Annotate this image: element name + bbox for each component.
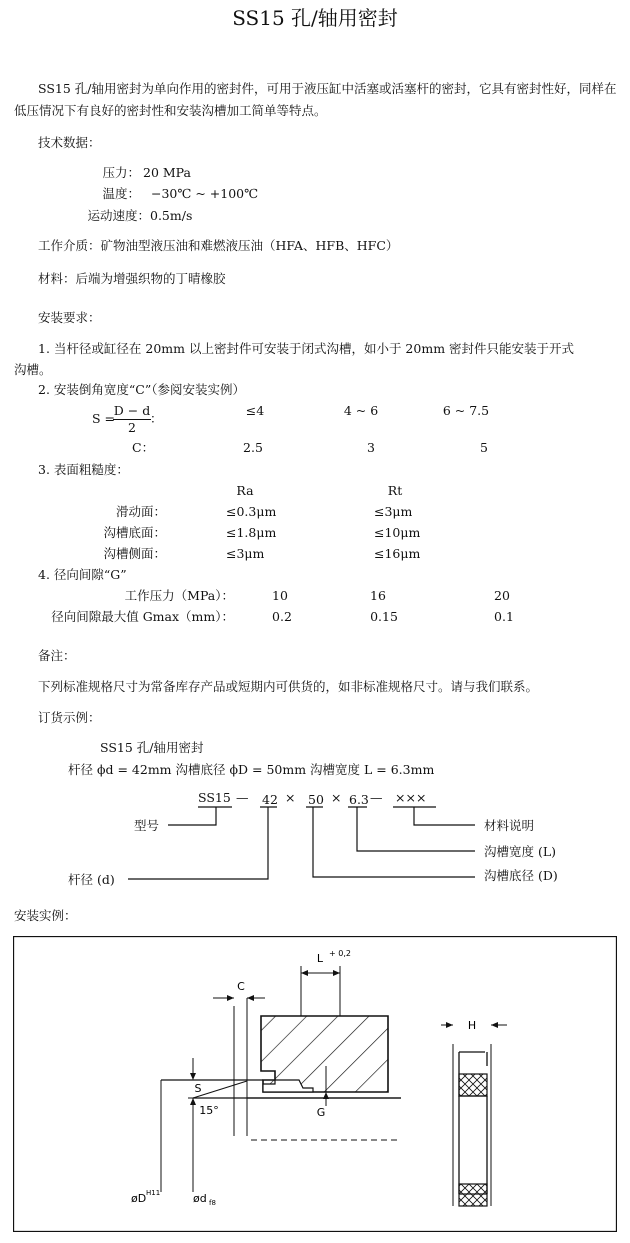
label-rod-diameter: 杆径 (d) xyxy=(68,872,115,887)
s-formula-prefix: S = xyxy=(92,411,116,426)
install-item-1: 1. 当杆径或缸径在 20mm 以上密封件可安装于闭式沟槽，如小于 20mm 密封件只能安装于开式 xyxy=(38,341,575,356)
pressure-value: 20 MPa xyxy=(143,165,191,180)
c-value-3: 5 xyxy=(480,440,488,455)
roughness-row-ra: ≤1.8μm xyxy=(226,525,277,540)
label-od-housing-tolerance: H11 xyxy=(146,1189,161,1197)
code-times: × xyxy=(285,790,296,805)
label-groove-diameter: 沟槽底径 (D) xyxy=(484,868,558,883)
code-dash: — xyxy=(370,790,383,805)
working-medium: 工作介质：矿物油型液压油和难燃液压油（HFA、HFB、HFC） xyxy=(38,238,399,253)
c-label: C： xyxy=(132,440,155,455)
label-l: L xyxy=(316,952,324,965)
roughness-row-rt: ≤16μm xyxy=(374,546,421,561)
gap-max-value: 0.15 xyxy=(370,609,398,624)
label-od-housing: øD xyxy=(131,1192,147,1205)
temperature-value: −30℃ ~ +100℃ xyxy=(151,186,259,201)
install-item-1-cont: 沟槽。 xyxy=(14,362,52,377)
material: 材料：后端为增强织物的丁晴橡胶 xyxy=(38,271,226,286)
roughness-row-label: 滑动面： xyxy=(115,504,166,519)
label-g: G xyxy=(316,1106,326,1119)
label-c: C xyxy=(237,980,245,993)
label-od-rod-tolerance: f8 xyxy=(209,1199,216,1207)
label-s: S xyxy=(194,1082,202,1095)
order-heading: 订货示例： xyxy=(38,710,101,725)
code-rod-diameter: 42 xyxy=(262,792,278,807)
gap-pressure-value: 20 xyxy=(494,588,510,603)
gap-max-value: 0.1 xyxy=(494,609,514,624)
seal-profile-top xyxy=(459,1074,487,1096)
s-formula-colon: ： xyxy=(150,411,163,426)
roughness-row-rt: ≤10μm xyxy=(374,525,421,540)
label-groove-width: 沟槽宽度 (L) xyxy=(484,844,557,859)
s-formula-numerator: D − d xyxy=(113,403,151,418)
code-material: ××× xyxy=(395,790,427,805)
c-value-2: 3 xyxy=(367,440,375,455)
install-item-2: 2. 安装倒角宽度“C”（参阅安装实例） xyxy=(38,382,245,397)
install-item-4: 4. 径向间隙“G” xyxy=(38,567,127,582)
tech-heading: 技术数据： xyxy=(38,135,101,150)
notes-text: 下列标准规格尺寸为常备库存产品或短期内可供货的，如非标准规格尺寸。请与我们联系。 xyxy=(38,679,539,694)
label-type: 型号 xyxy=(134,818,160,833)
seal-side-profile xyxy=(459,1052,487,1194)
code-groove-width: 6.3 xyxy=(349,792,369,807)
roughness-row-rt: ≤3μm xyxy=(374,504,413,519)
installation-drawing xyxy=(13,936,617,1232)
page-title: SS15 孔/轴用密封 xyxy=(232,6,398,30)
example-heading: 安装实例： xyxy=(14,908,77,923)
label-15-deg: 15° xyxy=(199,1104,219,1117)
label-od-rod: ød xyxy=(193,1192,207,1205)
code-times: × xyxy=(331,790,342,805)
roughness-header-ra: Ra xyxy=(236,483,254,498)
order-line-1: SS15 孔/轴用密封 xyxy=(100,740,204,755)
install-heading: 安装要求： xyxy=(38,310,101,325)
s-value-1: ≤4 xyxy=(245,403,265,418)
code-type: SS15 xyxy=(198,790,231,805)
roughness-row-label: 沟槽侧面： xyxy=(103,546,166,561)
install-item-3: 3. 表面粗糙度： xyxy=(38,462,129,477)
roughness-row-ra: ≤3μm xyxy=(226,546,265,561)
speed-value: 0.5m/s xyxy=(150,208,193,223)
order-line-2: 杆径 ϕd = 42mm 沟槽底径 ϕD = 50mm 沟槽宽度 L = 6.3mm xyxy=(68,762,435,777)
notes-heading: 备注： xyxy=(38,648,76,663)
roughness-row-label: 沟槽底面： xyxy=(103,525,166,540)
gap-pressure-value: 10 xyxy=(272,588,288,603)
s-value-2: 4 ~ 6 xyxy=(343,403,379,418)
intro-paragraph: SS15 孔/轴用密封为单向作用的密封件，可用于液压缸中活塞或活塞杆的密封，它具有密封性好，同样在低压情况下有良好的密封性和安装沟槽加工简单等特点。 xyxy=(14,81,617,118)
gap-max-value: 0.2 xyxy=(272,609,292,624)
speed-label: 运动速度： xyxy=(87,208,150,223)
gap-max-label: 径向间隙最大值 Gmax（mm）： xyxy=(51,609,234,624)
label-h: H xyxy=(467,1019,477,1032)
c-value-1: 2.5 xyxy=(243,440,263,455)
label-material: 材料说明 xyxy=(484,818,535,833)
roughness-header-rt: Rt xyxy=(387,483,403,498)
code-dash: — xyxy=(236,790,249,805)
gap-pressure-label: 工作压力（MPa）： xyxy=(124,588,234,603)
code-groove-diameter: 50 xyxy=(308,792,324,807)
gap-pressure-value: 16 xyxy=(370,588,386,603)
temperature-label: 温度： xyxy=(102,186,140,201)
pressure-label: 压力： xyxy=(102,165,140,180)
s-value-3: 6 ~ 7.5 xyxy=(442,403,490,418)
label-l-tolerance: + 0,2 xyxy=(329,949,351,958)
roughness-row-ra: ≤0.3μm xyxy=(226,504,277,519)
s-formula-denominator: 2 xyxy=(128,420,136,435)
seal-profile-bottom xyxy=(459,1184,487,1206)
